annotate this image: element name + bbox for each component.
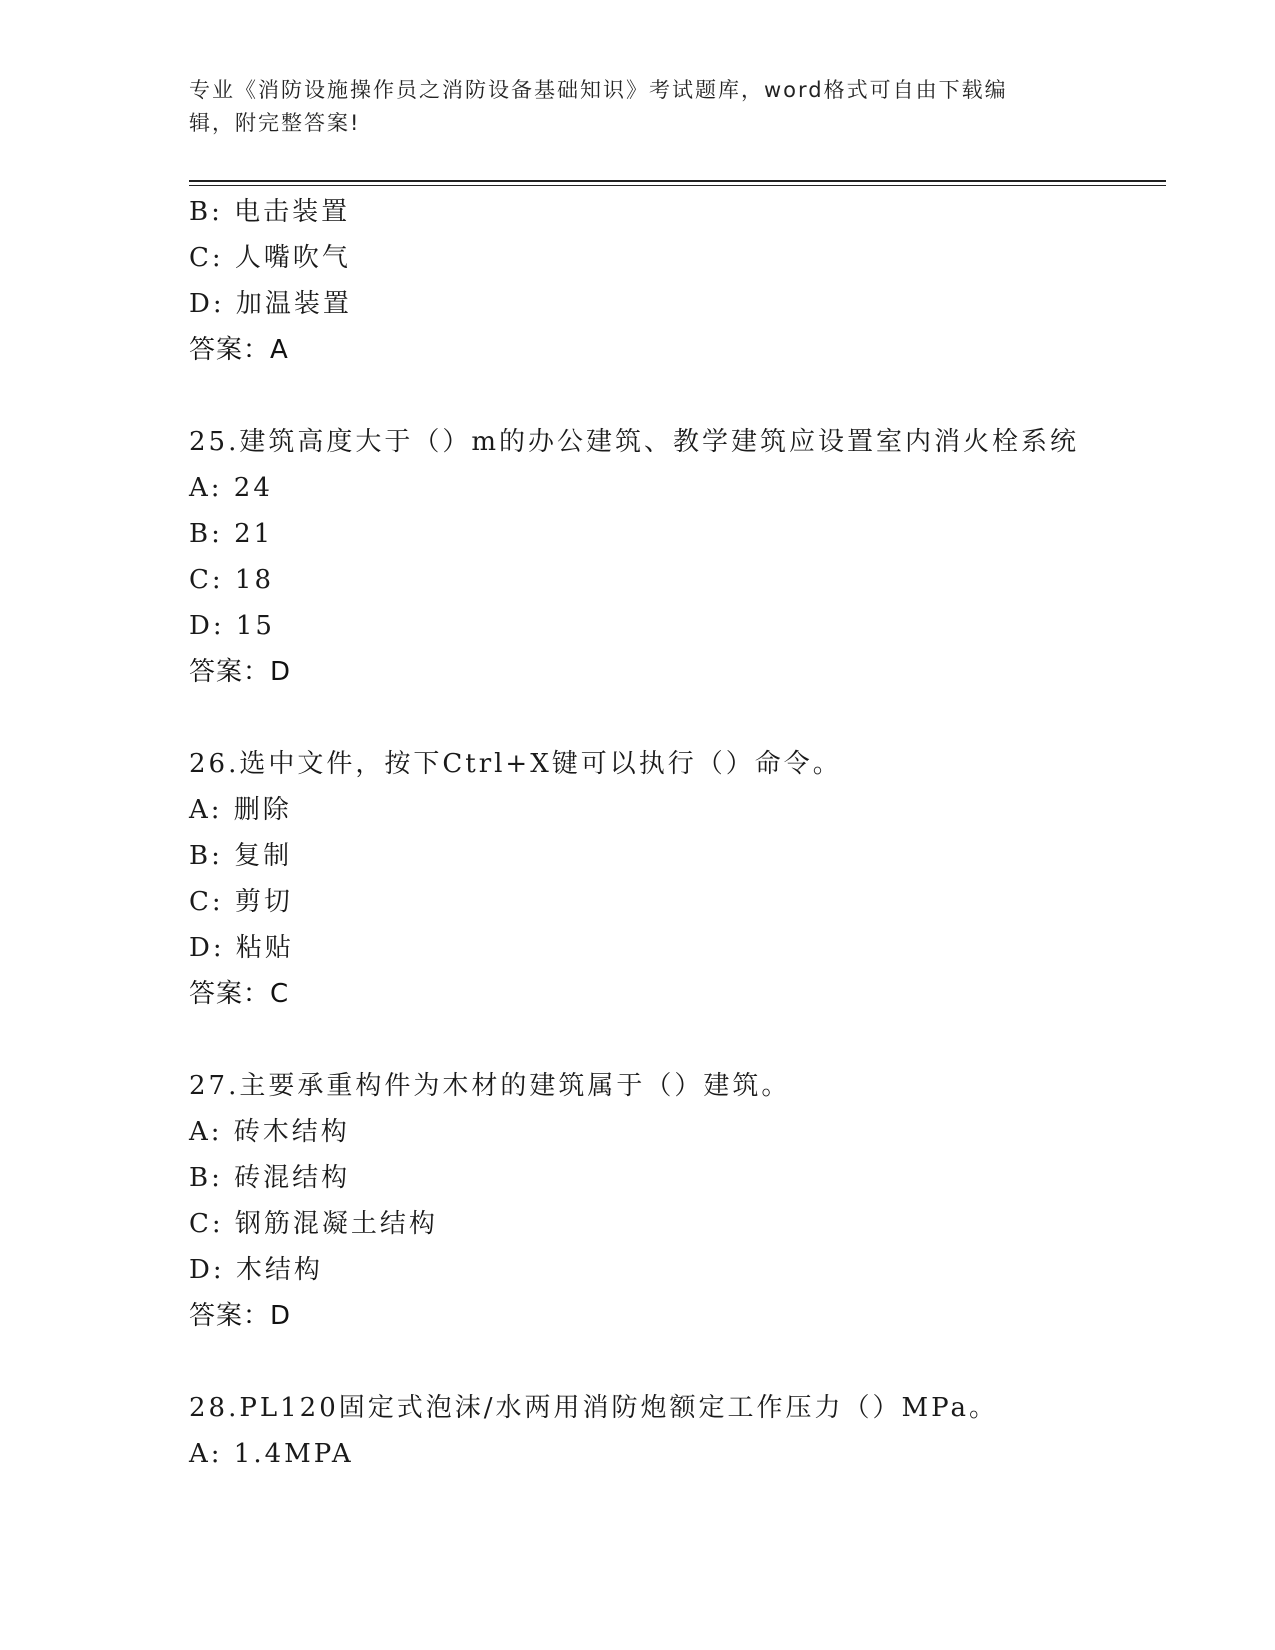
option-d: D: 15: [189, 611, 275, 641]
option-d: D: 粘贴: [189, 933, 294, 963]
header-line-2: 辑，附完整答案!: [189, 111, 361, 135]
option-a: A: 删除: [189, 795, 292, 825]
option-a: A: 1.4MPA: [189, 1439, 354, 1469]
option-d: D: 加温装置: [189, 289, 352, 319]
question-stem: 27.主要承重构件为木材的建筑属于（）建筑。: [189, 1071, 791, 1101]
spacer: [189, 1017, 1169, 1063]
option-c: C: 剪切: [189, 887, 293, 917]
option-b: B: 复制: [189, 841, 293, 871]
option-b: B: 砖混结构: [189, 1163, 351, 1193]
spacer: [189, 373, 1169, 419]
option-b: B: 21: [189, 519, 274, 549]
option-c: C: 人嘴吹气: [189, 243, 351, 273]
answer: 答案：D: [189, 657, 292, 687]
option-a: A: 砖木结构: [189, 1117, 350, 1147]
option-c: C: 18: [189, 565, 275, 595]
document-header: [189, 74, 1089, 140]
header-rule-thick: [189, 180, 1166, 182]
answer: 答案：A: [189, 335, 289, 365]
question-stem: 26.选中文件，按下Ctrl+X键可以执行（）命令。: [189, 749, 842, 779]
answer: 答案：D: [189, 1301, 292, 1331]
option-a: A: 24: [189, 473, 273, 503]
question-stem: 25.建筑高度大于（）m的办公建筑、教学建筑应设置室内消火栓系统: [189, 427, 1080, 457]
option-c: C: 钢筋混凝土结构: [189, 1209, 438, 1239]
header-rule-thin: [189, 185, 1166, 186]
header-line-1: 专业《消防设施操作员之消防设备基础知识》考试题库，word格式可自由下载编: [189, 78, 1008, 102]
option-d: D: 木结构: [189, 1255, 323, 1285]
question-stem: 28.PL120固定式泡沫/水两用消防炮额定工作压力（）MPa。: [189, 1393, 998, 1423]
option-b: B: 电击装置: [189, 197, 351, 227]
answer: 答案：C: [189, 979, 290, 1009]
spacer: [189, 1339, 1169, 1385]
spacer: [189, 695, 1169, 741]
question-list: [189, 189, 1169, 1477]
